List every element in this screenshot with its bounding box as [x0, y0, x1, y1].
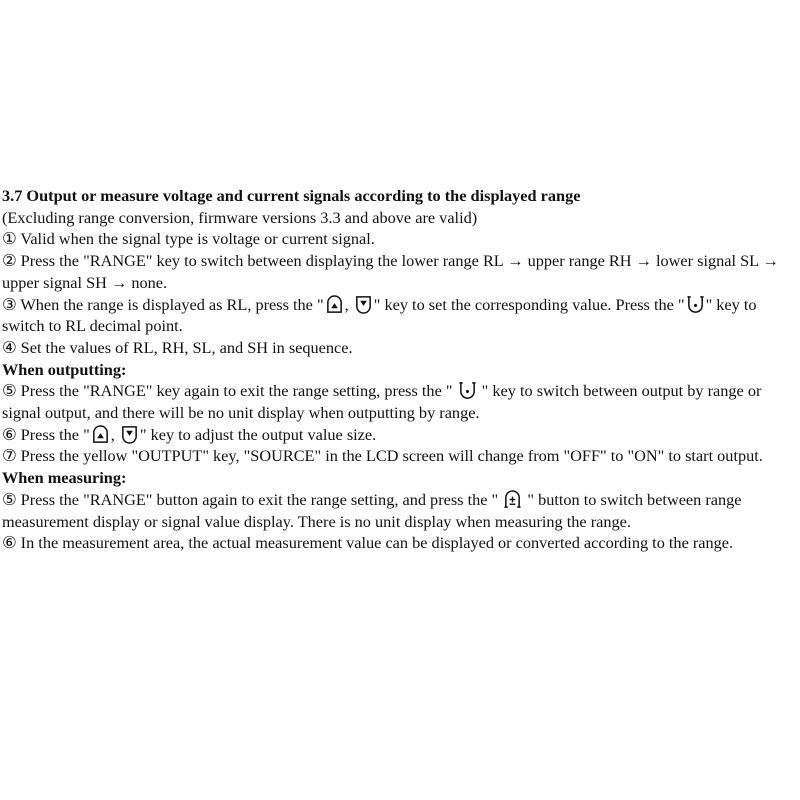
- item-3: [2, 294, 794, 337]
- document-body: [2, 185, 794, 554]
- down-key-icon: [120, 425, 139, 444]
- output-item-5: [2, 380, 794, 423]
- shift-key-icon: [458, 381, 477, 400]
- output-item-6-text-c: " key to adjust the output value size.: [139, 424, 377, 444]
- shift-key-icon: [686, 295, 705, 314]
- measure-item-5-text-b: " button to switch between range measurement display or signal value display. There is no unit display when measuring the range.: [2, 489, 742, 531]
- item-2: ② Press the "RANGE" key to switch between displaying the lower range RL → upper range RH → lower signal SL → upper signal SH → none.: [2, 251, 779, 292]
- item-3-text-b: ,: [344, 294, 353, 314]
- up-key-icon: [91, 425, 110, 444]
- item-3-text-a: ③ When the range is displayed as RL, press the ": [2, 294, 324, 314]
- output-item-5-text-b: " key to switch between output by range or signal output, and there will be no unit display when outputting by range.: [2, 381, 762, 423]
- measure-item-6: ⑥ In the measurement area, the actual measurement value can be displayed or converted according to the range.: [2, 533, 734, 553]
- measuring-heading: When measuring:: [2, 468, 127, 488]
- plus-minus-key-icon: [503, 490, 522, 509]
- item-1: ① Valid when the signal type is voltage or current signal.: [2, 229, 375, 249]
- down-key-icon: [354, 295, 373, 314]
- item-4: ④ Set the values of RL, RH, SL, and SH in sequence.: [2, 337, 353, 357]
- section-title: 3.7 Output or measure voltage and current signals according to the displayed range: [2, 186, 581, 205]
- range-note: (Excluding range conversion, firmware versions 3.3 and above are valid): [2, 207, 478, 227]
- output-item-6-text-b: ,: [110, 424, 119, 444]
- output-item-6: [2, 424, 794, 446]
- output-item-5-text-a: ⑤ Press the "RANGE" key again to exit the range setting, press the ": [2, 381, 457, 401]
- measure-item-5-text-a: ⑤ Press the "RANGE" button again to exit the range setting, and press the ": [2, 489, 503, 509]
- output-item-7: ⑦ Press the yellow "OUTPUT" key, "SOURCE" in the LCD screen will change from "OFF" to "ON" to start output.: [2, 446, 763, 466]
- output-item-6-text-a: ⑥ Press the ": [2, 424, 90, 444]
- outputting-heading: When outputting:: [2, 359, 127, 379]
- up-key-icon: [325, 295, 344, 314]
- item-3-text-d: " key to switch to RL decimal point.: [2, 294, 757, 336]
- item-3-text-c: " key to set the corresponding value. Press the ": [373, 294, 685, 314]
- measure-item-5: [2, 489, 794, 532]
